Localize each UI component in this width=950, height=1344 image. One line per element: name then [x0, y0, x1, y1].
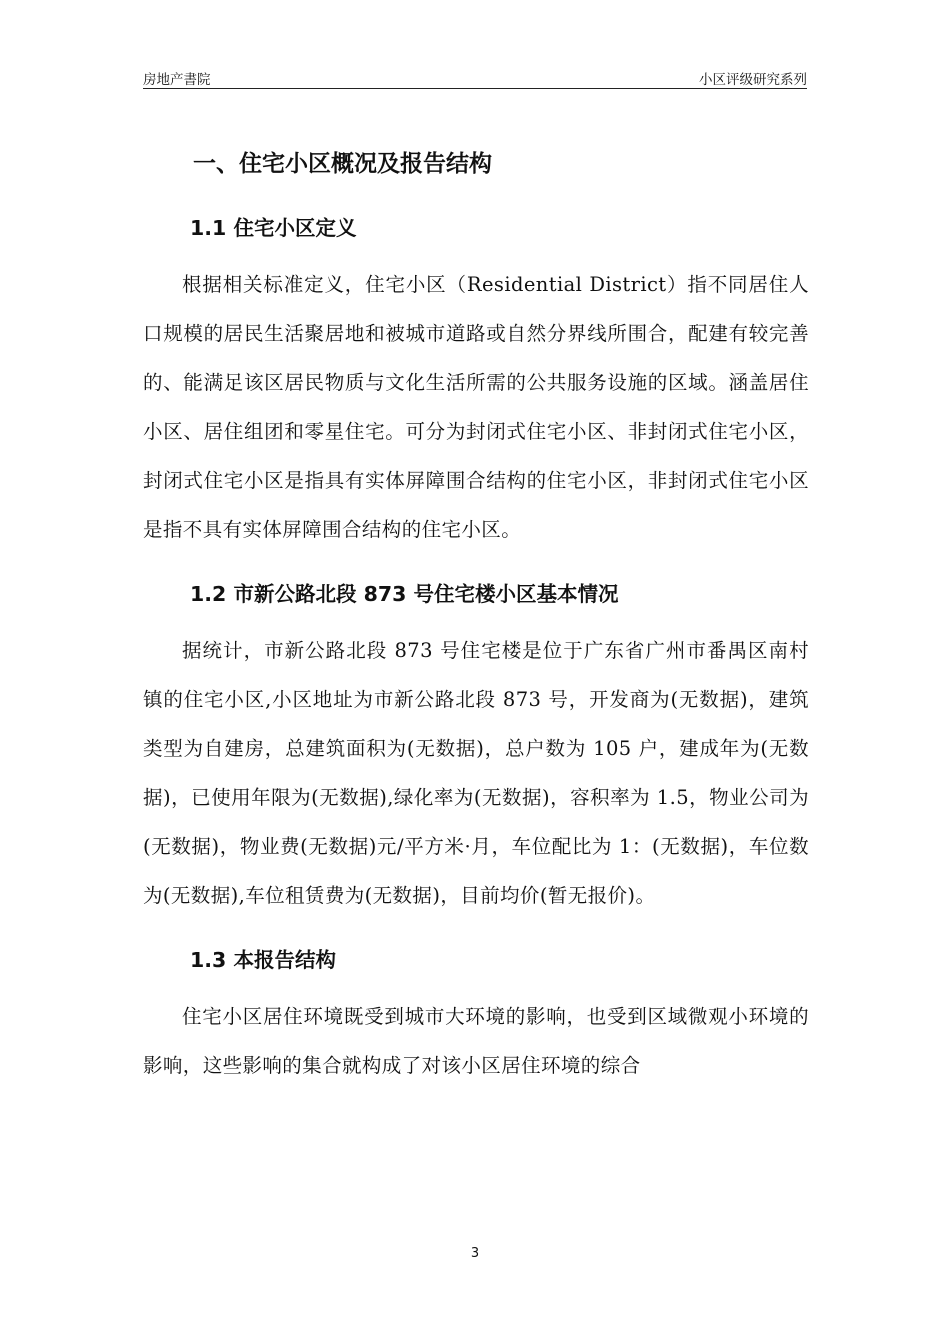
- section-heading: 1.3 本报告结构: [190, 948, 336, 972]
- header-left-title: 房地产書院: [143, 72, 211, 88]
- section-1-2: [143, 562, 809, 920]
- section-heading: 1.2 市新公路北段 873 号住宅楼小区基本情况: [190, 582, 619, 606]
- section-paragraph: 据统计，市新公路北段 873 号住宅楼是位于广东省广州市番禺区南村镇的住宅小区,小区地址为市新公路北段 873 号，开发商为(无数据)，建筑类型为自建房，总建筑面积为(无数据)，总户数为 105 户，建成年为(无数据)，已使用年限为(无数据),绿化率为(无数据)，容积率为 1.5，物业公司为(无数据)，物业费(无数据)元/平方米·月，车位配比为 1：(无数据)，车位数为(无数据),车位租赁费为(无数据)，目前均价(暂无报价)。: [143, 639, 809, 907]
- document-body: [143, 138, 809, 1090]
- page-header: [143, 66, 807, 89]
- section-1-3: [143, 928, 809, 1090]
- section-paragraph: 根据相关标准定义，住宅小区（Residential District）指不同居住人口规模的居民生活聚居地和被城市道路或自然分界线所围合，配建有较完善的、能满足该区居民物质与文化生活所需的公共服务设施的区域。涵盖居住小区、居住组团和零星住宅。可分为封闭式住宅小区、非封闭式住宅小区，封闭式住宅小区是指具有实体屏障围合结构的住宅小区，非封闭式住宅小区是指不具有实体屏障围合结构的住宅小区。: [143, 273, 809, 541]
- section-paragraph: 住宅小区居住环境既受到城市大环境的影响，也受到区域微观小环境的影响，这些影响的集合就构成了对该小区居住环境的综合: [143, 1005, 809, 1077]
- section-heading: 1.1 住宅小区定义: [190, 216, 357, 240]
- page-number: 3: [470, 1246, 480, 1261]
- header-right-title: 小区评级研究系列: [699, 72, 807, 88]
- section-1-1: [143, 196, 809, 554]
- chapter-title: 一、住宅小区概况及报告结构: [193, 151, 492, 177]
